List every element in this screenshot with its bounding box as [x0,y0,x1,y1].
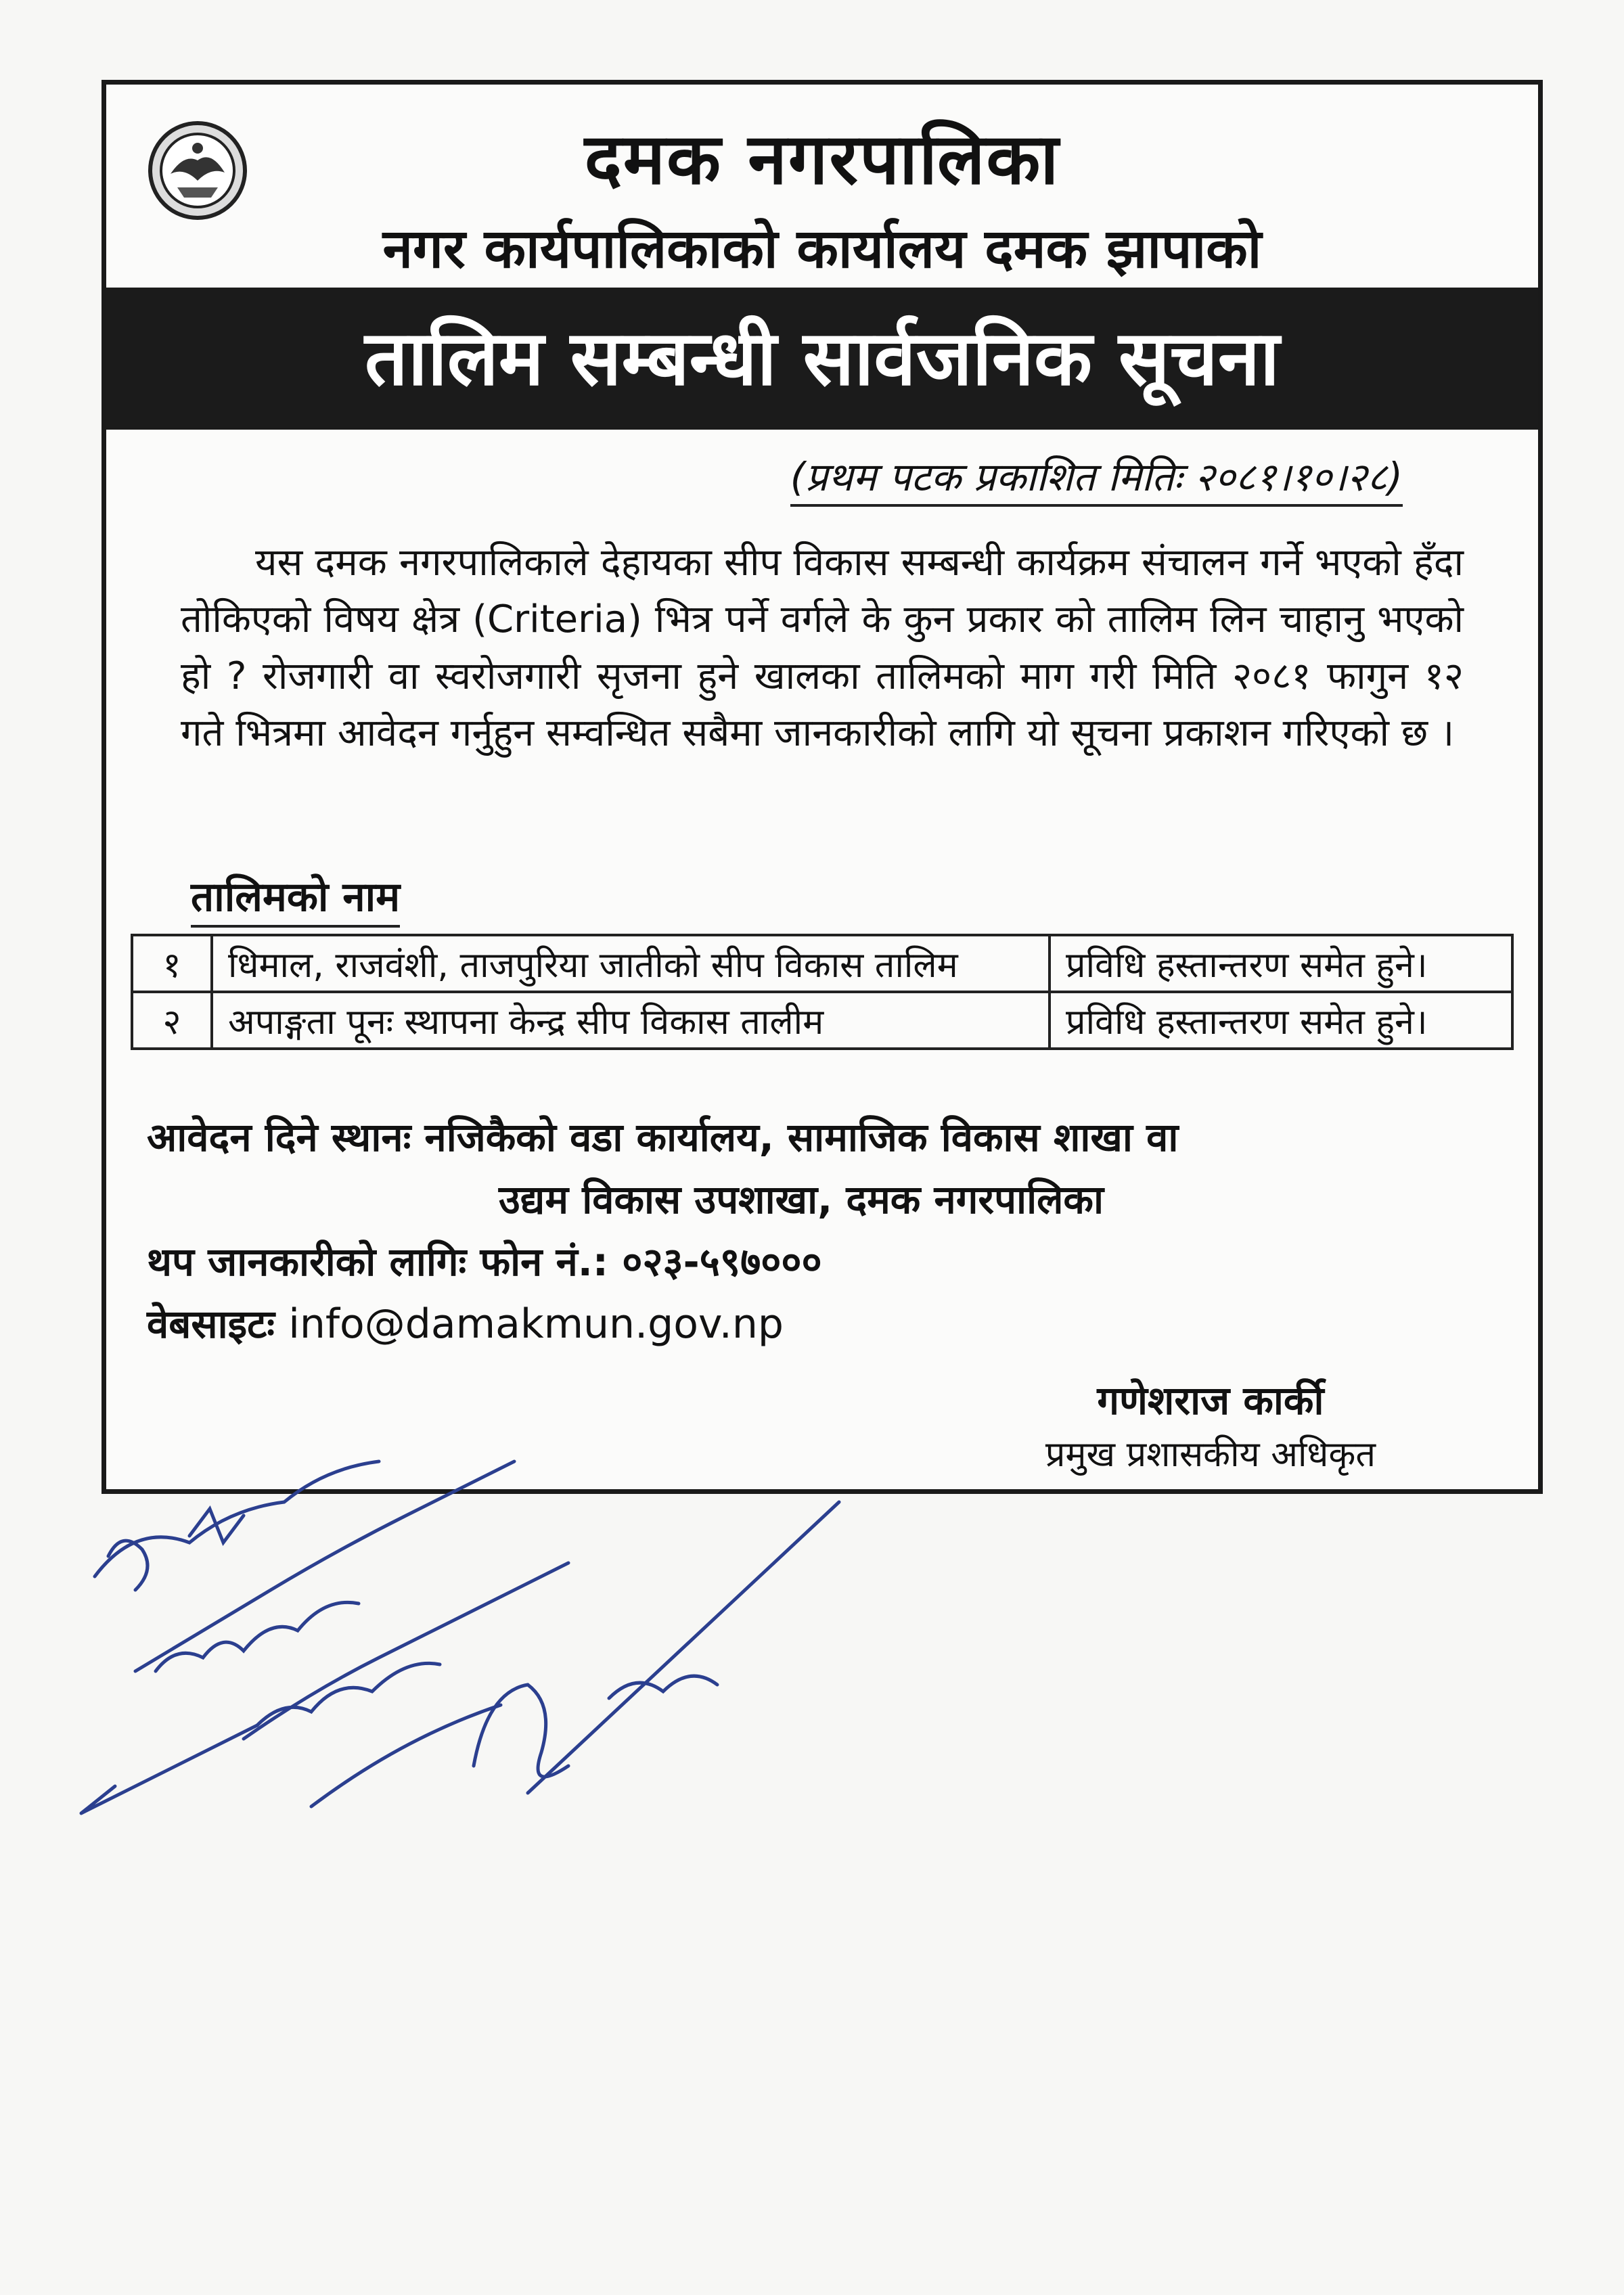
website-label: वेबसाइटः [147,1301,275,1347]
phone-value: ०२३-५९७००० [622,1239,822,1285]
place-value-1: नजिकैको वडा कार्यालय, सामाजिक विकास शाखा वा [424,1114,1179,1160]
signatory [1045,1373,1376,1482]
training-note: प्रविधि हस्तान्तरण समेत हुने। [1050,935,1512,992]
office-name: नगर कार्यपालिकाको कार्यालय दमक झापाको [382,217,1262,280]
application-place [147,1106,1497,1168]
signatory-name: गणेशराज कार्की [1097,1378,1324,1424]
row-number: २ [132,992,212,1049]
table-row [132,992,1512,1049]
signatory-title: प्रमुख प्रशासकीय अधिकृत [1045,1434,1376,1475]
table-row [132,935,1512,992]
notice-paragraph: यस दमक नगरपालिकाले देहायका सीप विकास सम्बन्धी कार्यक्रम संचालन गर्ने भएको हँदा तोकिएको विषय क्षेत्र (Criteria) भित्र पर्ने वर्गले के कुन प्रकार को तालिम लिन चाहानु भएको हो ? रोजगारी वा स्वरोजगारी सृजना हुने खालका तालिमको माग गरी मिति २०८१ फागुन १२ गते भित्रमा आवेदन गर्नुहुन सम्वन्धित सबैमा जानकारीको लागि यो सूचना प्रकाशन गरिएको छ । [181,541,1464,755]
public-notice [102,80,1543,1494]
publication-date: (प्रथम पटक प्रकाशित मितिः २०८१।१०।२८) [790,450,1403,507]
training-name: धिमाल, राजवंशी, ताजपुरिया जातीको सीप विकास तालिम [212,935,1050,992]
handwritten-annotation-icon [54,1387,900,1874]
training-name: अपाङ्गता पूनः स्थापना केन्द्र सीप विकास तालीम [212,992,1050,1049]
contact-info [147,1106,1497,1355]
website-info [147,1293,1497,1355]
place-value-2: उद्यम विकास उपशाखा, दमक नगरपालिका [499,1177,1104,1223]
phone-label: थप जानकारीको लागिः फोन नं.: [147,1239,608,1285]
place-label: आवेदन दिने स्थानः [147,1114,411,1160]
training-note: प्रविधि हस्तान्तरण समेत हुने। [1050,992,1512,1049]
org-name: दमक नगरपालिका [584,118,1060,200]
training-heading: तालिमको नाम [191,869,400,928]
website-value: info@damakmun.gov.np [288,1300,784,1348]
notice-title-text: तालिम सम्बन्धी सार्वजनिक सूचना [364,315,1280,403]
phone-info [147,1231,1497,1293]
notice-title [106,288,1538,430]
training-table [131,934,1514,1050]
row-number: १ [132,935,212,992]
